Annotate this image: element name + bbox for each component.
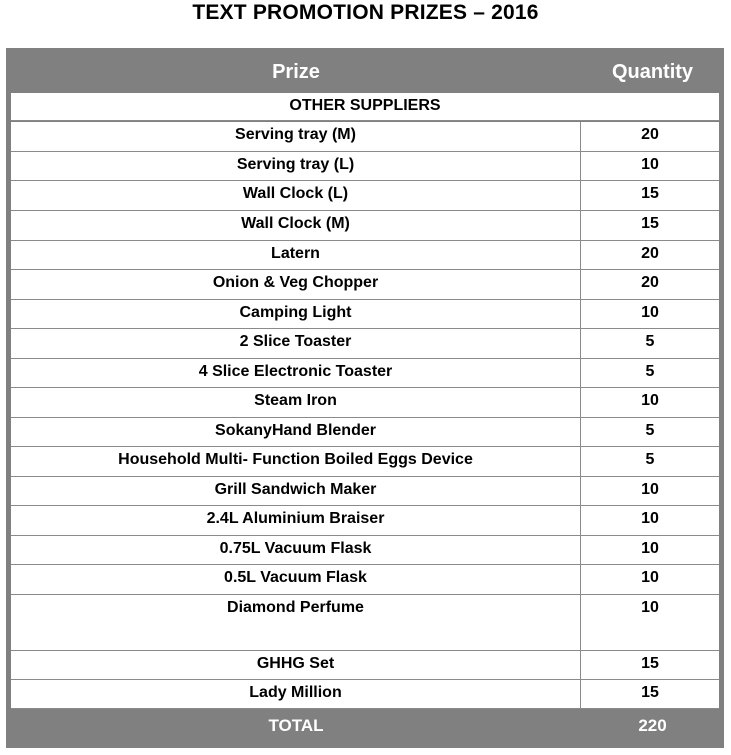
- prize-cell: Diamond Perfume: [11, 595, 581, 650]
- quantity-cell: 10: [641, 304, 659, 321]
- prize-cell: 2.4L Aluminium Braiser: [11, 506, 581, 535]
- table-row: [11, 536, 719, 565]
- prize-cell: 0.5L Vacuum Flask: [11, 565, 581, 594]
- table-row: [11, 329, 719, 359]
- table-body: [11, 122, 719, 709]
- prize-cell: Serving tray (L): [11, 152, 581, 180]
- table-row: [11, 388, 719, 418]
- prize-cell: Camping Light: [11, 300, 581, 328]
- quantity-cell: 15: [641, 185, 659, 202]
- prize-cell: GHHG Set: [11, 651, 581, 679]
- quantity-cell: 10: [641, 156, 659, 173]
- table-row: [11, 241, 719, 270]
- prize-cell: Grill Sandwich Maker: [11, 477, 581, 505]
- table-row: [11, 680, 719, 709]
- quantity-cell: 5: [645, 363, 655, 380]
- total-value: 220: [638, 716, 667, 735]
- quantity-cell: 5: [645, 333, 655, 350]
- quantity-cell: 15: [641, 655, 659, 672]
- table-row: [11, 447, 719, 477]
- prize-cell: Steam Iron: [11, 388, 581, 417]
- section-header: OTHER SUPPLIERS: [11, 93, 719, 121]
- quantity-cell: 20: [641, 245, 659, 262]
- table-row: [11, 565, 719, 595]
- quantity-cell: 10: [641, 392, 659, 409]
- table-row: [11, 300, 719, 329]
- quantity-cell: 5: [645, 451, 655, 468]
- table-row: [11, 418, 719, 447]
- prize-cell: SokanyHand Blender: [11, 418, 581, 446]
- quantity-cell: 15: [641, 684, 659, 701]
- table-row: [11, 359, 719, 388]
- quantity-cell: 10: [641, 481, 659, 498]
- total-label: TOTAL: [268, 716, 324, 735]
- table-row: [11, 477, 719, 506]
- quantity-cell: 10: [641, 599, 659, 616]
- prize-cell: 0.75L Vacuum Flask: [11, 536, 581, 564]
- prize-cell: Wall Clock (M): [11, 211, 581, 240]
- table-row: [11, 270, 719, 300]
- quantity-cell: 20: [641, 274, 659, 291]
- column-header-quantity: Quantity: [611, 61, 694, 83]
- prize-cell: Lady Million: [11, 680, 581, 708]
- table-header: [8, 53, 721, 91]
- total-row: [8, 711, 721, 740]
- table-row: [11, 181, 719, 211]
- prize-cell: Onion & Veg Chopper: [11, 270, 581, 299]
- table-row: [11, 651, 719, 680]
- table-row: [11, 506, 719, 536]
- quantity-cell: 5: [645, 422, 655, 439]
- quantity-cell: 10: [641, 510, 659, 527]
- page-title: TEXT PROMOTION PRIZES – 2016: [192, 1, 539, 24]
- quantity-cell: 15: [641, 215, 659, 232]
- quantity-cell: 10: [641, 569, 659, 586]
- prize-cell: 2 Slice Toaster: [11, 329, 581, 358]
- table-row: [11, 152, 719, 181]
- column-header-prize: Prize: [272, 61, 320, 83]
- prize-cell: Wall Clock (L): [11, 181, 581, 210]
- prize-cell: 4 Slice Electronic Toaster: [11, 359, 581, 387]
- quantity-cell: 20: [641, 126, 659, 143]
- table-row: [11, 122, 719, 152]
- prize-cell: Latern: [11, 241, 581, 269]
- prize-cell: Serving tray (M): [11, 122, 581, 151]
- prize-cell: Household Multi- Function Boiled Eggs Device: [11, 447, 581, 476]
- table-row: [11, 595, 719, 651]
- table-row: [11, 211, 719, 241]
- quantity-cell: 10: [641, 540, 659, 557]
